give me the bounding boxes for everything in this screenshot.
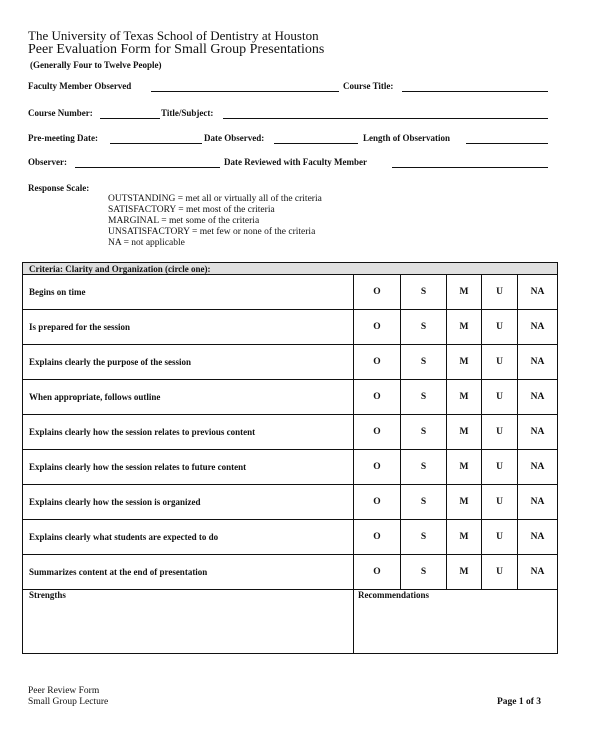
criterion-label: Explains clearly how the session is organized [23,485,354,520]
option-na[interactable]: NA [518,310,558,345]
title-subject-input-line[interactable] [223,118,548,119]
option-marginal[interactable]: M [447,485,482,520]
option-outstanding[interactable]: O [354,345,401,380]
criteria-table [22,262,558,654]
option-outstanding[interactable]: O [354,380,401,415]
title-subject-label: Title/Subject: [161,108,214,118]
faculty-member-input-line[interactable] [151,91,339,92]
page-number: Page 1 of 3 [497,697,542,707]
table-row [23,310,558,345]
option-marginal[interactable]: M [447,520,482,555]
table-row [23,415,558,450]
group-size-note: (Generally Four to Twelve People) [30,60,162,70]
option-unsatisfactory[interactable]: U [482,345,518,380]
date-reviewed-input-line[interactable] [392,167,548,168]
option-na[interactable]: NA [518,555,558,590]
table-row [23,450,558,485]
criterion-label: Summarizes content at the end of presentation [23,555,354,590]
option-satisfactory[interactable]: S [401,415,447,450]
option-outstanding[interactable]: O [354,450,401,485]
length-of-observation-input-line[interactable] [466,143,548,144]
option-satisfactory[interactable]: S [401,450,447,485]
option-marginal[interactable]: M [447,345,482,380]
table-row [23,275,558,310]
option-satisfactory[interactable]: S [401,380,447,415]
criteria-header: Criteria: Clarity and Organization (circle one): [23,263,558,275]
criterion-label: Explains clearly how the session relates to future content [23,450,354,485]
option-outstanding[interactable]: O [354,415,401,450]
option-marginal[interactable]: M [447,555,482,590]
scale-satisfactory: SATISFACTORY = met most of the criteria [108,205,275,215]
option-unsatisfactory[interactable]: U [482,415,518,450]
option-satisfactory[interactable]: S [401,345,447,380]
date-reviewed-label: Date Reviewed with Faculty Member [224,157,367,167]
recommendations-box[interactable] [354,601,558,654]
date-observed-input-line[interactable] [274,143,358,144]
option-satisfactory[interactable]: S [401,310,447,345]
table-row [23,555,558,590]
option-outstanding[interactable]: O [354,555,401,590]
response-scale-label: Response Scale: [28,183,90,193]
option-satisfactory[interactable]: S [401,555,447,590]
option-outstanding[interactable]: O [354,485,401,520]
footer-form-name: Peer Review Form [28,686,100,696]
option-unsatisfactory[interactable]: U [482,485,518,520]
faculty-member-label: Faculty Member Observed [28,81,132,91]
length-of-observation-label: Length of Observation [363,133,451,143]
course-title-input-line[interactable] [402,91,548,92]
criterion-label: Explains clearly the purpose of the session [23,345,354,380]
table-row [23,345,558,380]
criterion-label: Explains clearly how the session relates to previous content [23,415,354,450]
option-satisfactory[interactable]: S [401,520,447,555]
observer-label: Observer: [28,157,67,167]
table-row [23,485,558,520]
option-unsatisfactory[interactable]: U [482,275,518,310]
scale-unsatisfactory: UNSATISFACTORY = met few or none of the criteria [108,227,316,237]
option-na[interactable]: NA [518,345,558,380]
scale-na: NA = not applicable [108,238,185,248]
option-unsatisfactory[interactable]: U [482,450,518,485]
form-title: Peer Evaluation Form for Small Group Presentations [28,42,325,57]
pre-meeting-date-label: Pre-meeting Date: [28,133,99,143]
institution-name: The University of Texas School of Dentistry at Houston [28,28,319,43]
feedback-header-row [23,590,558,602]
criteria-header-row [23,263,558,275]
table-row [23,380,558,415]
footer-subtitle: Small Group Lecture [28,697,109,707]
scale-outstanding: OUTSTANDING = met all or virtually all of the criteria [108,194,322,204]
option-outstanding[interactable]: O [354,520,401,555]
course-number-input-line[interactable] [100,118,160,119]
pre-meeting-date-input-line[interactable] [110,143,202,144]
criterion-label: When appropriate, follows outline [23,380,354,415]
date-observed-label: Date Observed: [204,133,265,143]
option-outstanding[interactable]: O [354,310,401,345]
option-satisfactory[interactable]: S [401,485,447,520]
option-na[interactable]: NA [518,485,558,520]
course-title-label: Course Title: [343,81,394,91]
criterion-label: Begins on time [23,275,354,310]
option-unsatisfactory[interactable]: U [482,555,518,590]
option-marginal[interactable]: M [447,450,482,485]
option-marginal[interactable]: M [447,380,482,415]
option-marginal[interactable]: M [447,310,482,345]
option-unsatisfactory[interactable]: U [482,380,518,415]
criterion-label: Explains clearly what students are expected to do [23,520,354,555]
option-marginal[interactable]: M [447,415,482,450]
option-unsatisfactory[interactable]: U [482,310,518,345]
strengths-label: Strengths [23,590,354,602]
scale-marginal: MARGINAL = met some of the criteria [108,216,260,226]
strengths-box[interactable] [23,601,354,654]
option-na[interactable]: NA [518,520,558,555]
criterion-label: Is prepared for the session [23,310,354,345]
option-marginal[interactable]: M [447,275,482,310]
course-number-label: Course Number: [28,108,93,118]
feedback-body-row [23,601,558,654]
option-na[interactable]: NA [518,415,558,450]
option-na[interactable]: NA [518,275,558,310]
option-satisfactory[interactable]: S [401,275,447,310]
observer-input-line[interactable] [75,167,220,168]
option-na[interactable]: NA [518,380,558,415]
table-row [23,520,558,555]
option-unsatisfactory[interactable]: U [482,520,518,555]
option-na[interactable]: NA [518,450,558,485]
recommendations-label: Recommendations [354,590,558,602]
option-outstanding[interactable]: O [354,275,401,310]
